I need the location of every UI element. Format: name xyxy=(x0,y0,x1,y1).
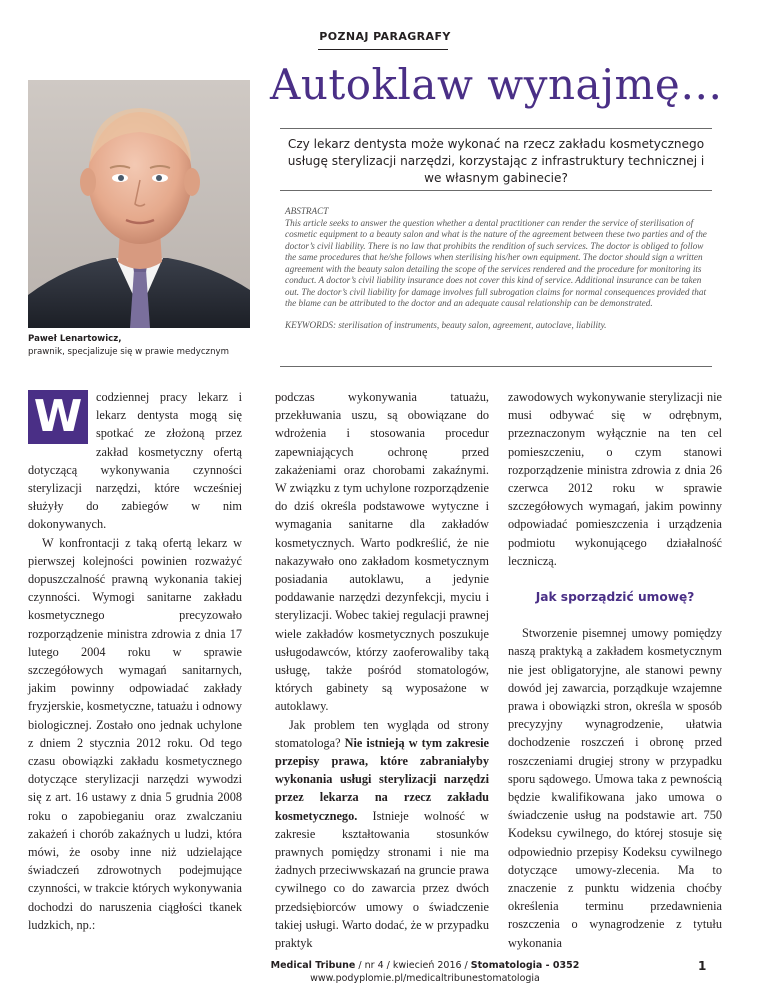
author-photo xyxy=(28,80,250,328)
lead-divider-top xyxy=(280,128,712,129)
page-number: 1 xyxy=(698,959,707,973)
author-description: prawnik, specjalizuje się w prawie medycznym xyxy=(28,347,229,357)
abstract-label: ABSTRACT xyxy=(285,206,329,216)
abstract-keywords: KEYWORDS: sterilisation of instruments, beauty salon, agreement, autoclave, liability. xyxy=(285,319,607,330)
article-title: Autoklaw wynajmę… xyxy=(270,60,723,109)
paragraph xyxy=(275,716,489,953)
drop-cap: W xyxy=(28,390,88,444)
kicker-underline xyxy=(318,49,448,50)
footer-journal: Medical Tribune xyxy=(270,960,356,971)
author-portrait-image xyxy=(28,80,250,328)
column-3 xyxy=(508,388,722,952)
paragraph: zawodowych wykonywanie sterylizacji nie musi odbywać się w odrębnym, przeznaczonym wyłącznie na ten cel pomieszczeniu, o czym stanowi rozporządzenie ministra zdrowia z dnia 26 czerwca 2012 roku w sprawie szczegółowych wymagań, jakim powinny odpowiadać pomieszczenia i urządzenia podmiotu wykonującego działalność leczniczą. xyxy=(508,390,722,568)
column-1 xyxy=(28,388,242,934)
footer-issue: / nr 4 / kwiecień 2016 / xyxy=(358,960,471,971)
paragraph-text: Istnieje wolność w zakresie kształtowania stosunków prawnych pomiędzy stronami i nie ma żadnych przeciwwskazań na gruncie prawa cywilnego co do zawarcia przez dwóch przedsiębiorców umowy o świadczenie takiej usługi. Warto dodać, że w przypadku praktyk xyxy=(275,808,489,951)
section-subheading: Jak sporządzić umowę? xyxy=(535,590,695,605)
lead-divider-bottom xyxy=(280,190,712,191)
abstract-divider xyxy=(280,366,712,367)
page-footer xyxy=(255,959,595,985)
paragraph-text: Jak problem ten wygląda od strony stomatologa? xyxy=(275,717,489,750)
paragraph: Stworzenie pisemnej umowy pomiędzy naszą praktyką a zakładem kosmetycznym nie jest obligatoryjne, ale stanowi pewny dowód jej zawarcia, porządkuje wzajemne prawa i obowiązki stron, określa w sposób precyzyjny wynagrodzenie, ułatwia dochodzenie roszczeń i obronę przed roszczeniami drugiej strony w przypadku sporu sądowego. Umowa taka z pewnością będzie kwalifikowana jako umowa o świadczenie usług na podstawie art. 750 Kodeksu cywilnego, do której stosuje się odpowiednio przepisy Kodeksu cywilnego dotyczące umowy-zlecenia. Ma to znaczenie z punktu widzenia choćby określenia terminu przedawnienia roszczenia o wynagrodzenie z tytułu wykonania xyxy=(508,626,722,950)
emphasis-text: Nie istnieją w tym zakresie przepisy prawa, które zabraniałyby wykonania usługi sterylizacji narzędzi przez lekarza na rzecz zakładu kosmetycznego. xyxy=(275,735,489,823)
section-kicker: POZNAJ PARAGRAFY xyxy=(319,30,451,43)
paragraph: podczas wykonywania tatuażu, przekłuwania uszu, są obowiązane do wdrożenia i stosowania procedur zapewniających ochronę przed zakażeniami oraz chorobami zakaźnymi. W związku z tym uchylone rozporządzenie do dziś określa podstawowe wytyczne i wymagania sanitarne dla zakładów kosmetycznych. Warto podkreślić, że nie nakazywało ono zakładom kosmetycznym posiadania autoklawu, a jedynie poddawanie narzędzi dezynfekcji, myciu i sterylizacji. Wobec takiej regulacji prawnej wiele zakładów kosmetycznych poszukuje usługodawców, którzy zaoferowaliby taką usługę, także pośród stomatologów, których gabinety są wyposażone w autoklawy. xyxy=(275,390,489,714)
abstract-text: This article seeks to answer the question whether a dental practitioner can render the service of sterilisation of cosmetic equipment to a beauty salon and what is the nature of the agreement between these two parties and of the doctor’s civil liability. There is no law that prohibits the rendition of such services. The doctor is obliged to follow the same procedures that he/she follows when sterilising his/her own equipment. The doctor should sign a written agreement with the beauty salon detailing the scope of the services rendered and the procedure for monitoring its conduct. A doctor’s civil liability insurance does not cover this kind of service. Additional insurance can be taken out. The doctor’s civil liability for damage involves full subrogation claims for normal consequences provided that the blame can be attributed to the doctor and an adequate causal relationship can be demonstrated. xyxy=(285,217,707,308)
paragraph: W konfrontacji z taką ofertą lekarz w pierwszej kolejności powinien rozważyć dopuszczalność prawną wykonania takiej czynności. Wymogi sanitarne zakładu kosmetycznego precyzowało rozporządzenie ministra zdrowia z dnia 17 lutego 2004 roku w sprawie szczegółowych wymagań sanitarnych, jakim powinny odpowiadać zakłady fryzjerskie, kosmetyczne, tatuażu i odnowy biologicznej. Zostało ono jednak uchylone z dniem 2 stycznia 2012 roku. Od tego czasu obowiązki zakładu kosmetycznego dotyczące sterylizacji narzędzi wywodzi się z art. 16 ustawy z dnia 5 grudnia 2008 roku o zapobieganiu oraz zwalczaniu zakażeń i chorób zakaźnych u ludzi, która mówi, że osoby inne niż udzielające świadczeń zdrowotnych podejmujące czynności, w trakcie których wykonywania dochodzi do naruszenia ciągłości tkanek ludzkich, np.: xyxy=(28,535,242,932)
paragraph-text: codziennej pracy lekarz i lekarz dentysta mogą się spotkać ze złożoną przez zakład kosmetyczny ofertą dotyczącą wykonywania czynności sterylizacji narzędzi, które wcześniej służyły do zabiegów w nim dokonywanych. xyxy=(28,390,242,532)
footer-section: Stomatologia - 0352 xyxy=(470,960,580,971)
article-lead: Czy lekarz dentysta może wykonać na rzecz zakładu kosmetycznego usługę sterylizacji narzędzi, korzystając z infrastruktury technicznej i we własnym gabinecie? xyxy=(287,137,705,185)
column-2 xyxy=(275,388,489,952)
abstract-block xyxy=(285,206,713,331)
footer-url[interactable]: www.podyplomie.pl/medicaltribunestomatologia xyxy=(310,973,540,984)
author-caption xyxy=(28,333,258,359)
paragraph xyxy=(28,388,242,534)
author-name: Paweł Lenartowicz, xyxy=(28,334,122,344)
